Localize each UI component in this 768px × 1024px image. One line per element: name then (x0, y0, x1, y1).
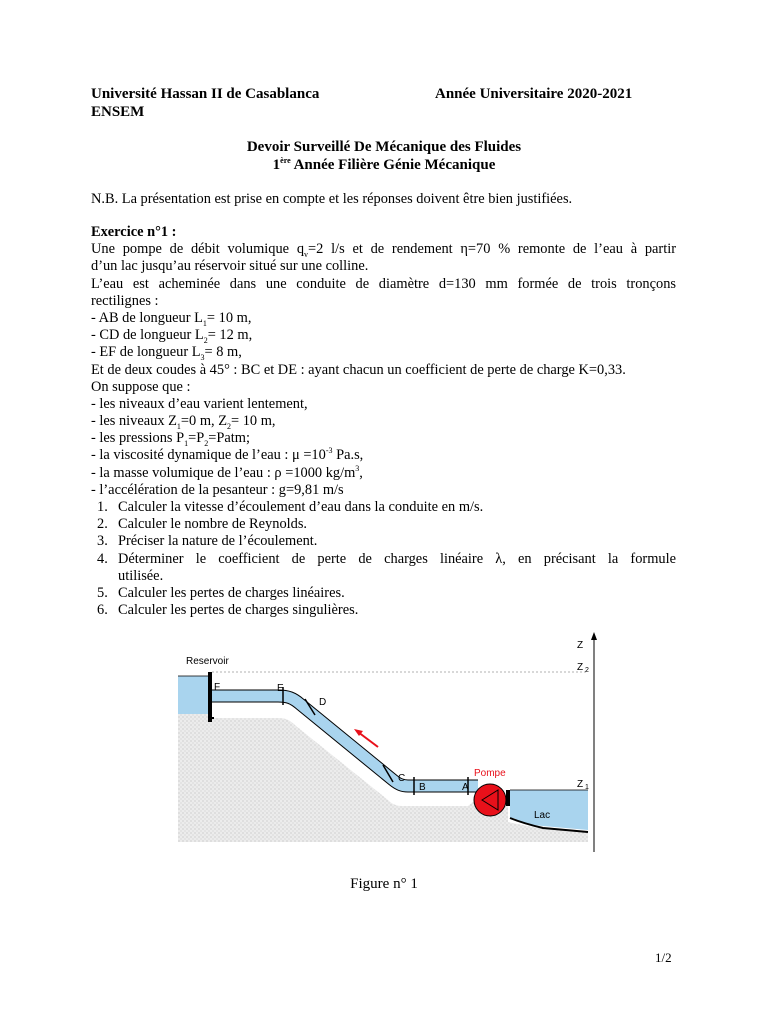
question-number: 1. (97, 499, 108, 515)
h2-s2: 2 (227, 421, 232, 431)
z2-label: Z (577, 662, 584, 673)
point-e-label: E (277, 683, 284, 694)
intro-line-4: rectilignes : (91, 292, 159, 309)
reservoir-water (178, 676, 208, 714)
elbows-line: Et de deux coudes à 45° : BC et DE : ayant chacun un coefficient de perte de charge K=0,33. (91, 361, 626, 378)
pump (474, 784, 506, 816)
seg3-sub: 3 (200, 353, 205, 363)
segment-cd (91, 327, 676, 344)
university-name: Université Hassan II de Casablanca (91, 86, 320, 102)
hypothesis-1: - les niveaux d’eau varient lentement, (91, 395, 308, 412)
question-text: Calculer les pertes de charges singulières. (118, 602, 359, 619)
h5-a: - la masse volumique de l’eau : ρ =1000 kg/m (91, 464, 356, 481)
point-c-label: C (398, 773, 406, 784)
seg2-sub: 2 (203, 336, 208, 345)
h2-s1: 1 (176, 421, 181, 431)
title-ordinal: 1 (272, 157, 281, 173)
figure-caption: Figure n° 1 (350, 876, 418, 892)
h5-sup: 3 (355, 463, 360, 473)
question-number: 6. (97, 602, 108, 619)
suppose-line: On suppose que : (91, 378, 191, 395)
page-number: 1/2 (655, 950, 672, 965)
question-number: 3. (97, 533, 108, 550)
lake-label: Lac (534, 810, 551, 821)
question-2 (91, 516, 676, 533)
z-axis-arrow (591, 632, 597, 640)
seg2-b: = 12 m, (207, 327, 253, 344)
hypothesis-2 (91, 413, 676, 430)
h2-a: - les niveaux Z (91, 413, 177, 430)
intro-a2: =2 l/s et de rendement η=70 % remonte de l’eau à partir (308, 241, 676, 258)
h3-s2: 2 (204, 439, 209, 449)
intro-a1: Une pompe de débit volumique q (91, 241, 305, 258)
reservoir-wall (208, 672, 212, 722)
question-4 (91, 551, 676, 568)
question-number: 5. (97, 584, 108, 601)
question-text: Préciser la nature de l’écoulement. (118, 533, 318, 550)
seg3-a: - EF de longueur L (91, 344, 201, 361)
intro-line-1 (91, 241, 676, 258)
hypothesis-6: - l’accélération de la pesanteur : g=9,81 m/s (91, 481, 344, 498)
h4-sup: -3 (325, 446, 333, 456)
segment-ab (91, 310, 676, 327)
title-program: Année Filière Génie Mécanique (290, 157, 496, 173)
pump-label: Pompe (474, 768, 506, 779)
h3-b: =P (188, 430, 205, 447)
question-text: Calculer la vitesse d’écoulement d’eau dans la conduite en m/s. (118, 499, 484, 515)
z1-label: Z (577, 779, 584, 790)
seg1-a: - AB de longueur L (91, 309, 203, 326)
question-text: Calculer le nombre de Reynolds. (118, 516, 308, 533)
qv-sub: v (304, 250, 309, 260)
question-6 (91, 602, 676, 619)
note: N.B. La présentation est prise en compte et les réponses doivent être bien justifiées. (91, 191, 573, 207)
question-5 (91, 585, 676, 602)
intro-line-2: d’un lac jusqu’au réservoir situé sur une colline. (91, 258, 369, 275)
point-a-label: A (462, 782, 469, 793)
z1-sub: 1 (585, 784, 589, 791)
z2-sub: 2 (585, 667, 589, 674)
h3-s1: 1 (184, 439, 189, 449)
reservoir-label: Reservoir (186, 656, 229, 667)
figure-pumping-system (178, 632, 598, 857)
hypothesis-4 (91, 447, 676, 464)
title-ordinal-sup: ère (280, 156, 291, 165)
question-number: 4. (97, 550, 108, 567)
exercise-heading: Exercice n°1 : (91, 224, 177, 240)
segment-ef (91, 344, 676, 361)
z-axis-label: Z (577, 640, 584, 651)
school-name: ENSEM (91, 104, 145, 120)
hypothesis-5 (91, 465, 676, 482)
question-text: Calculer les pertes de charges linéaires. (118, 584, 345, 601)
question-text: Déterminer le coefficient de perte de charges linéaire λ, en précisant la formule (118, 550, 676, 567)
title-line2 (0, 157, 768, 174)
seg2-a: - CD de longueur L (91, 327, 204, 344)
question-number: 2. (97, 516, 108, 533)
seg1-b: = 10 m, (206, 309, 252, 326)
question-text-continued: utilisée. (118, 567, 164, 584)
question-1 (91, 499, 676, 516)
h4-a: - la viscosité dynamique de l’eau : μ =10 (91, 447, 326, 464)
h2-b: =0 m, Z (180, 413, 228, 430)
question-4-continued (91, 568, 676, 585)
seg3-b: = 8 m, (204, 344, 242, 361)
academic-year: Année Universitaire 2020-2021 (435, 86, 633, 102)
flow-arrow (358, 732, 378, 747)
intro-line-3: L’eau est acheminée dans une conduite de diamètre d=130 mm formée de trois tronçons (91, 275, 676, 292)
h3-a: - les pressions P (91, 430, 185, 447)
h4-b: Pa.s, (332, 447, 364, 464)
h2-c: = 10 m, (231, 413, 276, 430)
hypothesis-3 (91, 430, 676, 447)
pump-outlet-flange (506, 790, 510, 806)
title-line1: Devoir Surveillé De Mécanique des Fluides (246, 139, 522, 155)
question-3 (91, 533, 676, 550)
h3-c: =Patm; (208, 430, 250, 447)
exercise (91, 224, 676, 619)
point-b-label: B (419, 782, 426, 793)
point-d-label: D (319, 697, 327, 708)
h5-b: , (359, 464, 363, 481)
point-f-label: F (214, 682, 221, 693)
seg1-sub: 1 (202, 318, 207, 328)
